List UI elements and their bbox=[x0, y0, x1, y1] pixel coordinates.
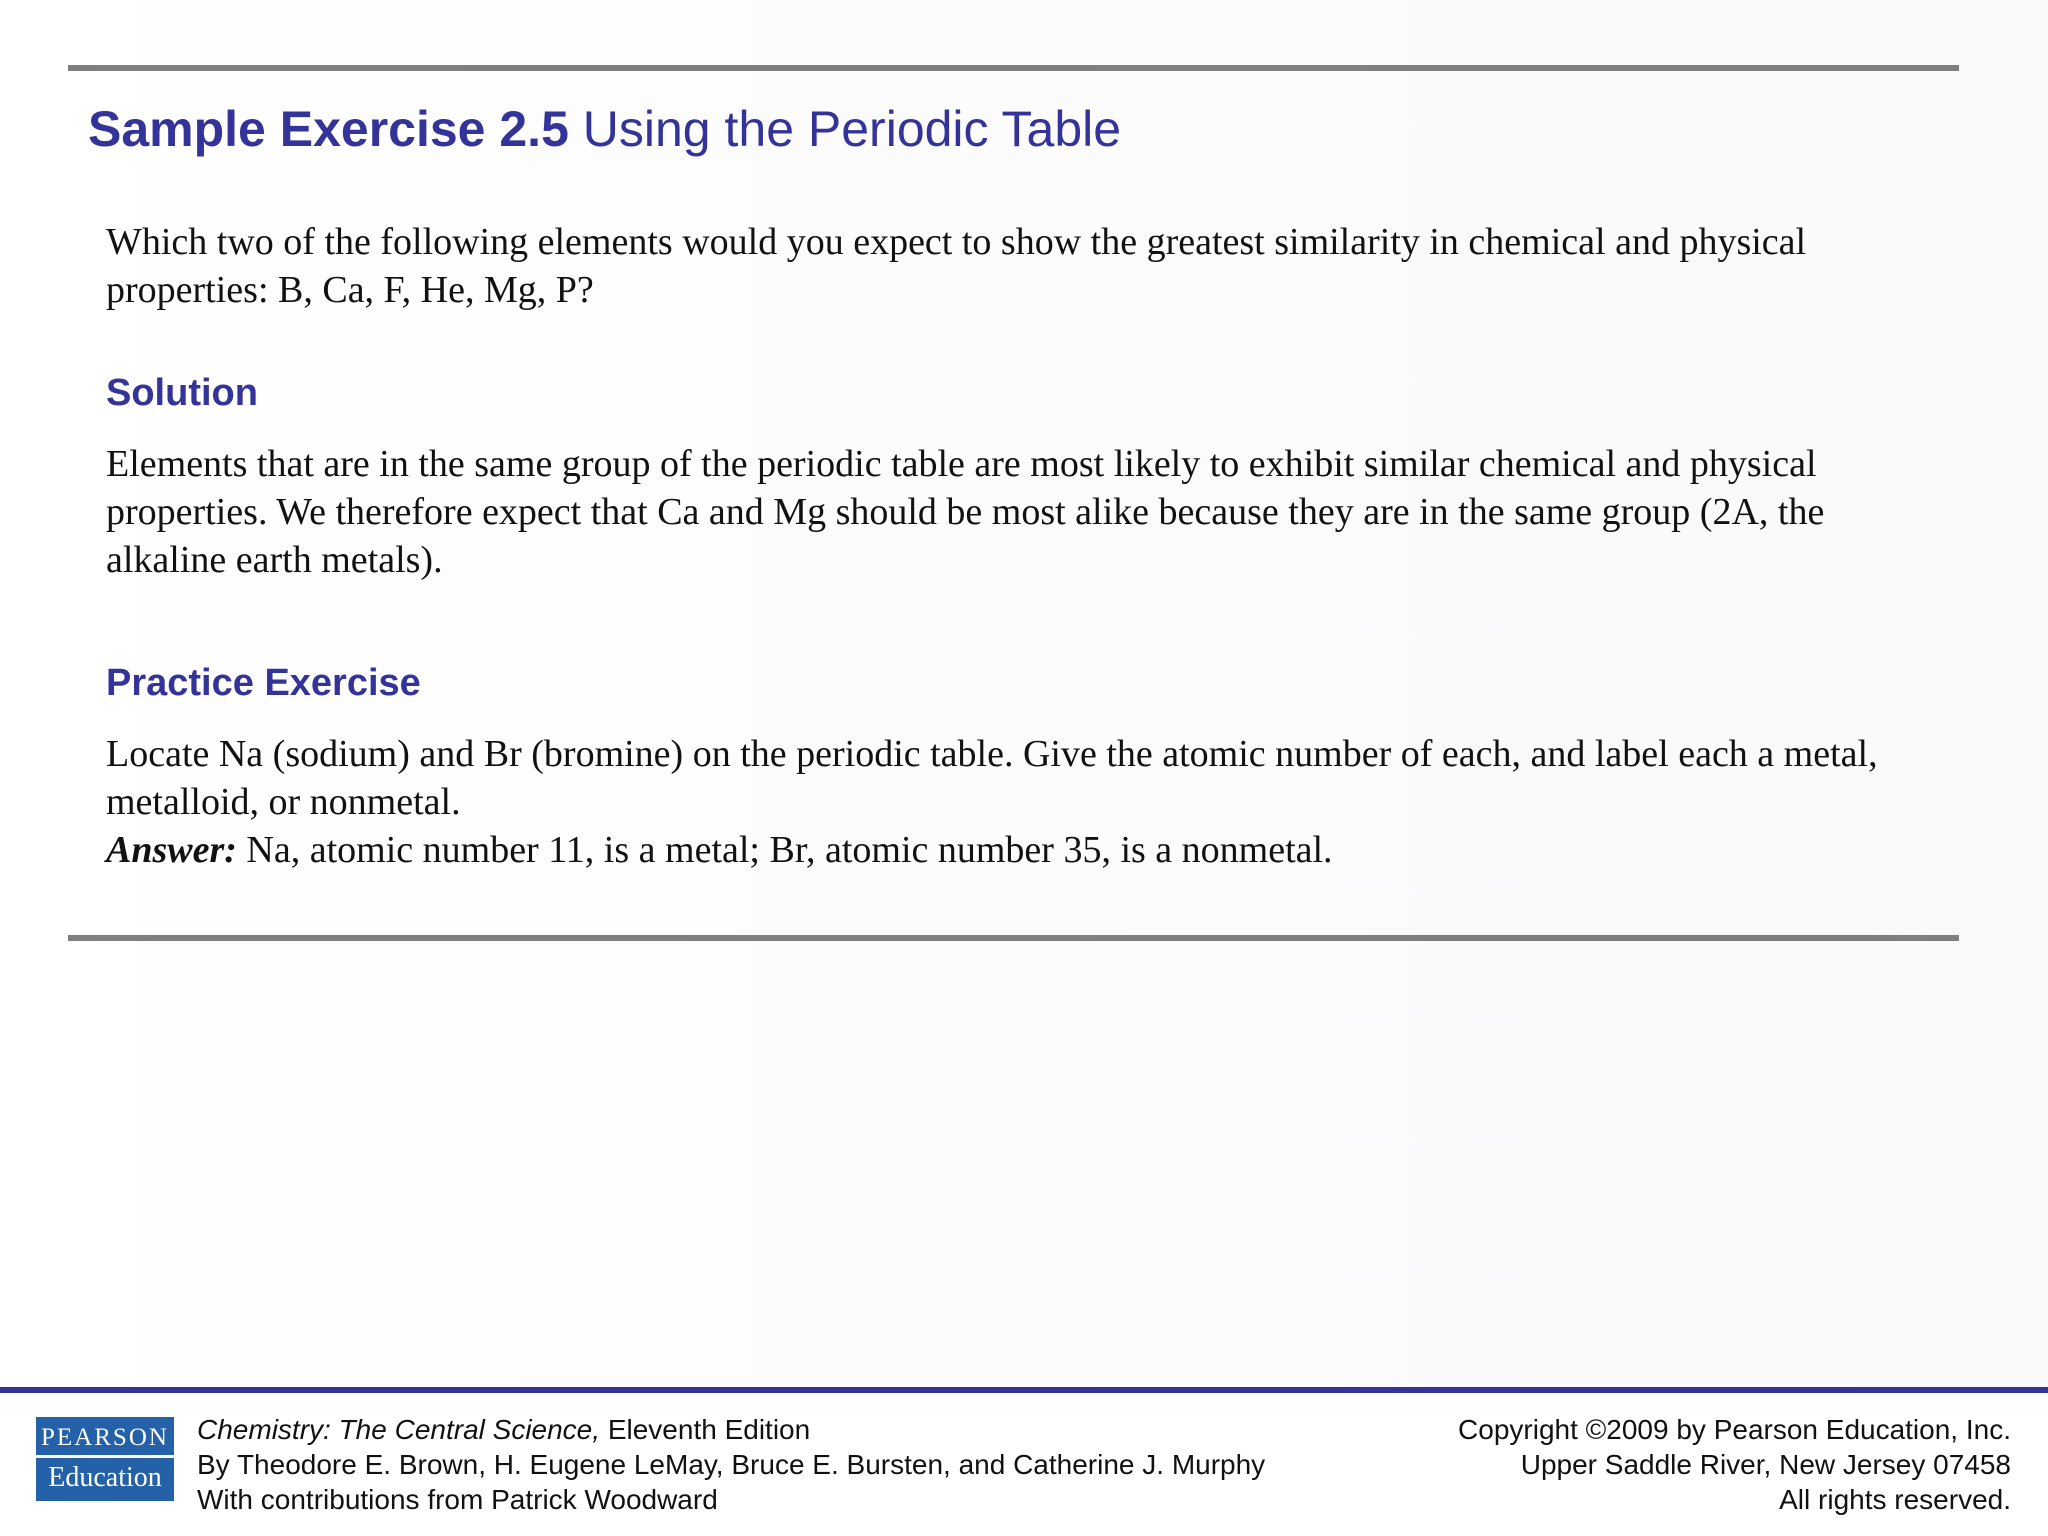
practice-text: Locate Na (sodium) and Br (bromine) on the periodic table. Give the atomic number of each, and label each a metal, metalloid, or nonmetal. bbox=[106, 733, 1878, 823]
logo-pearson: PEARSON bbox=[41, 1424, 169, 1451]
copyright-line: Copyright ©2009 by Pearson Education, Inc. bbox=[1458, 1414, 2011, 1445]
title-topic: Using the Periodic Table bbox=[568, 101, 1122, 157]
solution-heading: Solution bbox=[106, 372, 258, 414]
pearson-education-logo bbox=[36, 1417, 174, 1501]
book-authors: By Theodore E. Brown, H. Eugene LeMay, Bruce E. Bursten, and Catherine J. Murphy bbox=[197, 1449, 1266, 1480]
book-title: Chemistry: The Central Science, bbox=[197, 1414, 601, 1445]
book-contributions: With contributions from Patrick Woodward bbox=[197, 1484, 718, 1515]
book-title-line bbox=[197, 1412, 1265, 1447]
answer-text: Na, atomic number 11, is a metal; Br, atomic number 35, is a nonmetal. bbox=[236, 829, 1333, 871]
footer-rule bbox=[0, 1387, 2048, 1393]
logo-education: Education bbox=[48, 1462, 162, 1493]
answer-label: Answer: bbox=[106, 829, 237, 871]
practice-block bbox=[106, 730, 1926, 874]
practice-heading: Practice Exercise bbox=[106, 662, 421, 704]
slide-title bbox=[88, 100, 1121, 158]
question-text: Which two of the following elements would you expect to show the greatest similarity in chemical and physical properties: B, Ca, F, He, Mg, P? bbox=[106, 221, 1807, 311]
answer-line bbox=[106, 826, 1926, 874]
title-exercise-number: Sample Exercise 2.5 bbox=[88, 101, 569, 157]
address-line: Upper Saddle River, New Jersey 07458 bbox=[1520, 1449, 2011, 1480]
top-rule bbox=[68, 65, 1959, 71]
rights-line: All rights reserved. bbox=[1779, 1484, 2011, 1515]
solution-text: Elements that are in the same group of the periodic table are most likely to exhibit similar chemical and physical properties. We therefore expect that Ca and Mg should be most alike because they are in the same group (2A, the alkaline earth metals). bbox=[106, 443, 1825, 581]
bottom-rule bbox=[68, 935, 1959, 941]
footer-copyright bbox=[1458, 1412, 2011, 1517]
footer-book-info bbox=[197, 1412, 1265, 1517]
logo-divider bbox=[36, 1455, 174, 1458]
book-edition: Eleventh Edition bbox=[600, 1414, 811, 1445]
